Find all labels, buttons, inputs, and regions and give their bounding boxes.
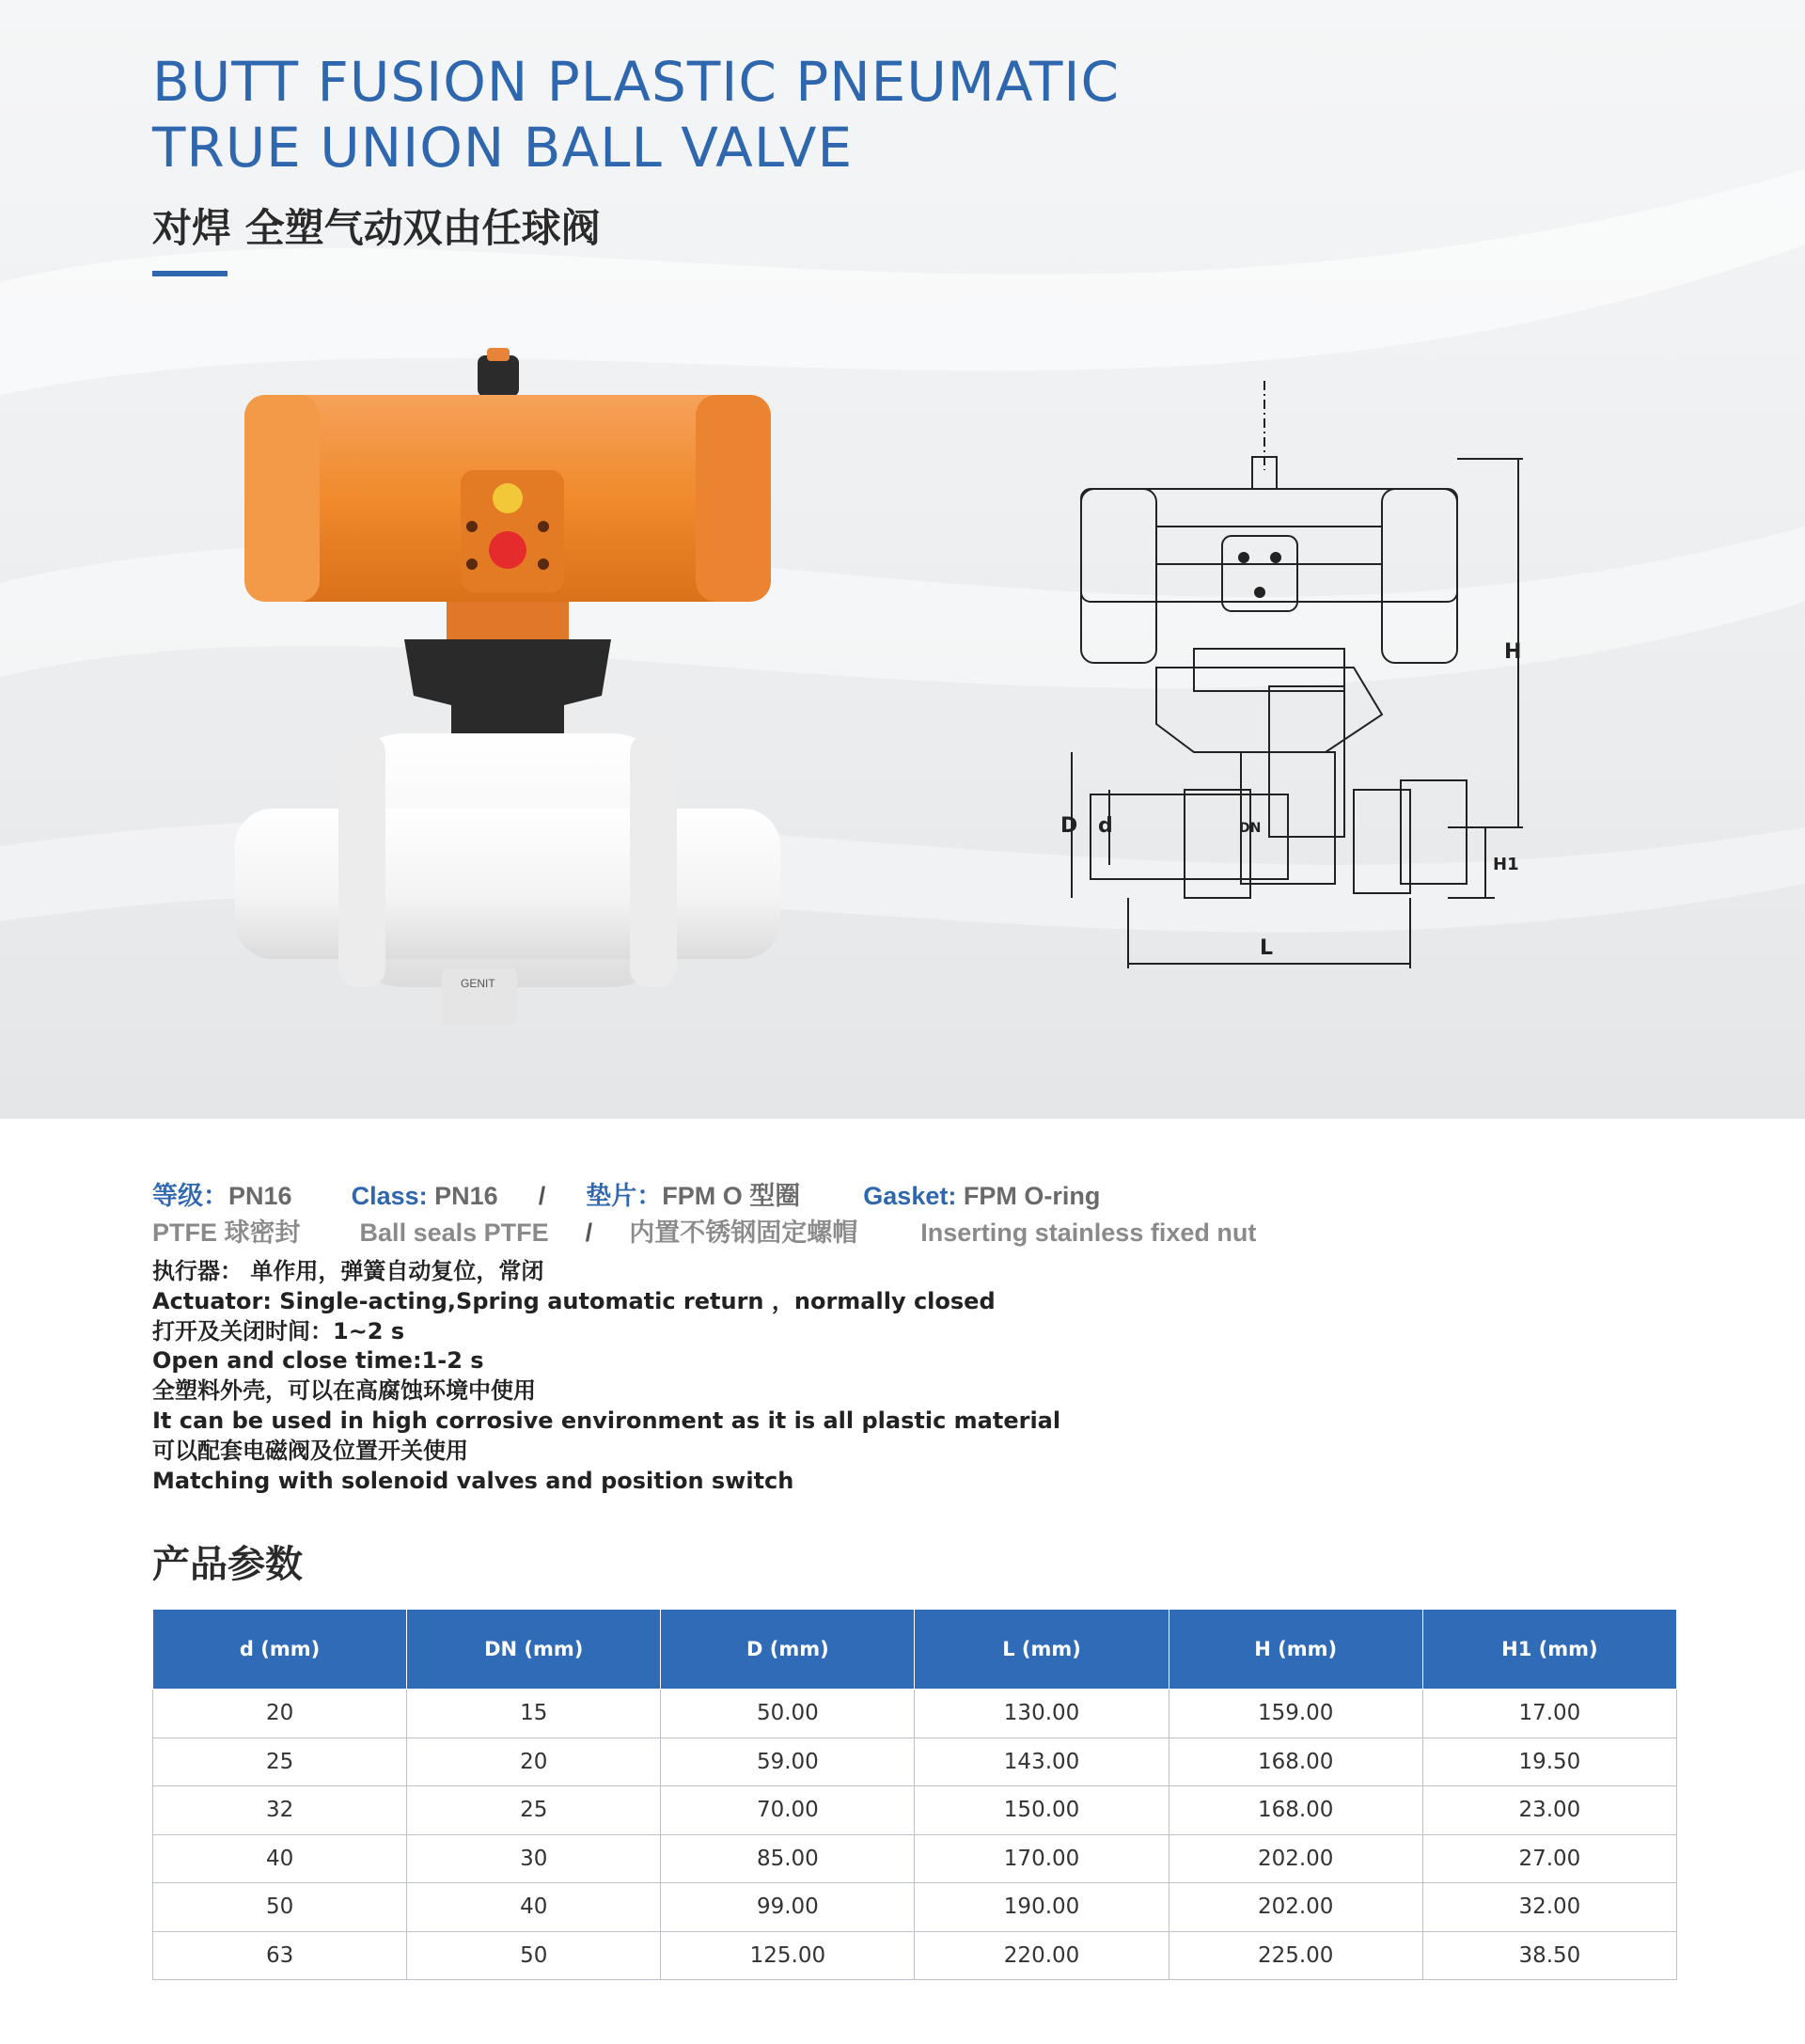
spec-label: Gasket: [863, 1182, 957, 1210]
separator: / [585, 1219, 593, 1247]
table-row [153, 1690, 1677, 1738]
spec-item: 内置不锈钢固定螺帽 [629, 1219, 858, 1247]
spec-row-seals-nut [152, 1212, 1256, 1249]
table-cell: 25 [153, 1737, 407, 1786]
table-cell: 202.00 [1169, 1883, 1422, 1932]
valve-brand-marking: GENIT [461, 977, 495, 990]
spec-value: PN16 [427, 1182, 498, 1210]
table-cell: 202.00 [1169, 1834, 1422, 1883]
table-cell: 168.00 [1169, 1786, 1422, 1835]
description-line: 执行器： 单作用，弹簧自动复位，常闭 [152, 1258, 544, 1284]
spec-value: PN16 [228, 1182, 292, 1210]
table-cell: 125.00 [661, 1931, 915, 1980]
spec-item: Ball seals PTFE [359, 1219, 549, 1247]
spec-label: Class: [351, 1182, 428, 1210]
table-cell: 143.00 [915, 1737, 1169, 1786]
description-line: Open and close time:1-2 s [152, 1347, 484, 1375]
table-cell: 20 [407, 1737, 661, 1786]
table-cell: 19.50 [1422, 1737, 1676, 1786]
table-header-row [153, 1610, 1677, 1690]
table-cell: 15 [407, 1690, 661, 1738]
description-line: It can be used in high corrosive environment as it is all plastic material [152, 1407, 1061, 1434]
table-cell: 20 [153, 1690, 407, 1738]
table-cell: 225.00 [1169, 1931, 1422, 1980]
column-header: DN (mm) [407, 1610, 661, 1690]
table-cell: 40 [153, 1834, 407, 1883]
table-cell: 99.00 [661, 1883, 915, 1932]
spec-label: 垫片： [586, 1182, 663, 1210]
page-title [152, 49, 1120, 181]
table-cell: 50 [407, 1931, 661, 1980]
drawing-label-L: L [1260, 936, 1274, 960]
parameters-table [152, 1609, 1677, 1980]
column-header: H1 (mm) [1422, 1610, 1676, 1690]
spec-value: FPM O 型圈 [662, 1182, 801, 1210]
table-cell: 70.00 [661, 1786, 915, 1835]
spec-item: Inserting stainless fixed nut [920, 1219, 1257, 1247]
drawing-label-D: D [1060, 814, 1078, 838]
table-cell: 40 [407, 1883, 661, 1932]
column-header: D (mm) [661, 1610, 915, 1690]
table-row [153, 1883, 1677, 1932]
table-cell: 159.00 [1169, 1690, 1422, 1738]
spec-value: FPM O-ring [956, 1182, 1101, 1210]
description-line: 打开及关闭时间：1~2 s [152, 1317, 405, 1344]
spec-row-class-gasket [152, 1175, 1100, 1212]
table-cell: 168.00 [1169, 1737, 1422, 1786]
table-cell: 32.00 [1422, 1883, 1676, 1932]
description-line: 可以配套电磁阀及位置开关使用 [152, 1437, 468, 1464]
table-cell: 23.00 [1422, 1786, 1676, 1835]
table-cell: 32 [153, 1786, 407, 1835]
drawing-label-DN: DN [1239, 821, 1262, 836]
accent-divider [152, 271, 228, 276]
table-cell: 220.00 [915, 1931, 1169, 1980]
column-header: d (mm) [153, 1610, 407, 1690]
table-cell: 59.00 [661, 1737, 915, 1786]
description-line: Actuator: Single-acting,Spring automatic return ，normally closed [152, 1287, 996, 1314]
column-header: L (mm) [915, 1610, 1169, 1690]
title-line-2: TRUE UNION BALL VALVE [152, 116, 854, 180]
description-line: Matching with solenoid valves and position switch [152, 1467, 794, 1494]
table-cell: 150.00 [915, 1786, 1169, 1835]
table-cell: 130.00 [915, 1690, 1169, 1738]
description-line: 全塑料外壳，可以在高腐蚀环境中使用 [152, 1377, 536, 1405]
drawing-label-H1: H1 [1493, 855, 1519, 874]
params-heading: 产品参数 [152, 1543, 303, 1586]
table-row [153, 1834, 1677, 1883]
separator: / [538, 1182, 546, 1210]
table-cell: 85.00 [661, 1834, 915, 1883]
table-cell: 50 [153, 1883, 407, 1932]
table-row [153, 1786, 1677, 1835]
chinese-subtitle: 对焊 全塑气动双由任球阀 [152, 205, 601, 251]
drawing-label-d: d [1098, 814, 1113, 838]
table-cell: 27.00 [1422, 1834, 1676, 1883]
spec-item: PTFE 球密封 [152, 1219, 301, 1247]
technical-drawing [1044, 376, 1551, 978]
title-line-1: BUTT FUSION PLASTIC PNEUMATIC [152, 50, 1121, 114]
table-cell: 50.00 [661, 1690, 915, 1738]
table-cell: 25 [407, 1786, 661, 1835]
product-photo [226, 348, 790, 1044]
description-block [152, 1257, 1060, 1496]
table-cell: 38.50 [1422, 1931, 1676, 1980]
table-cell: 17.00 [1422, 1690, 1676, 1738]
column-header: H (mm) [1169, 1610, 1422, 1690]
table-cell: 63 [153, 1931, 407, 1980]
table-cell: 30 [407, 1834, 661, 1883]
table-row [153, 1737, 1677, 1786]
table-row [153, 1931, 1677, 1980]
table-cell: 170.00 [915, 1834, 1169, 1883]
table-cell: 190.00 [915, 1883, 1169, 1932]
drawing-label-H: H [1504, 640, 1522, 664]
spec-label: 等级： [152, 1182, 228, 1210]
